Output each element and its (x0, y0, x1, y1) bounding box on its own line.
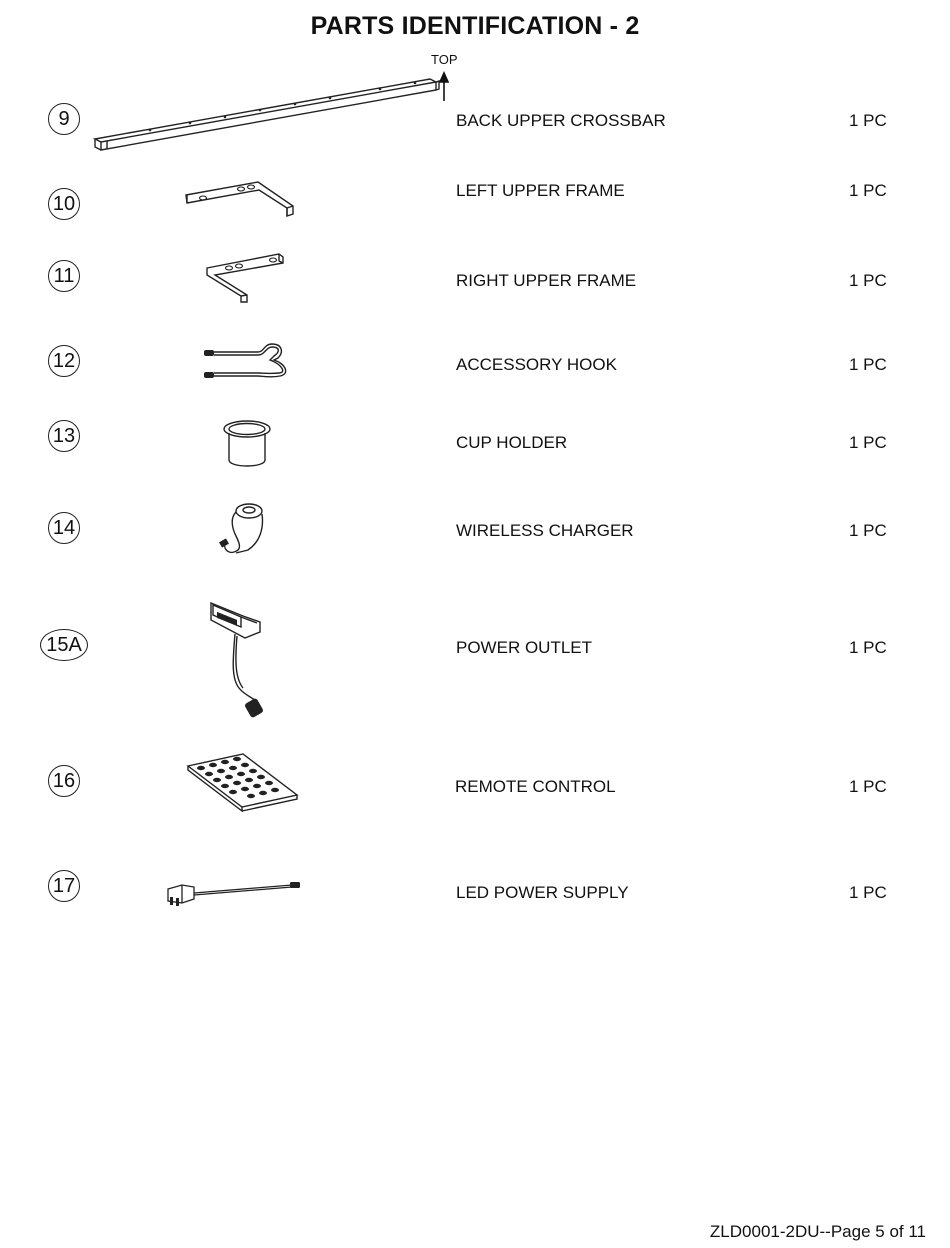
power-outlet-icon (205, 598, 275, 723)
part-name: RIGHT UPPER FRAME (456, 271, 637, 290)
part-number-badge: 12 (48, 345, 80, 377)
part-number-badge: 14 (48, 512, 80, 544)
part-quantity: 1 PC (849, 777, 887, 796)
part-quantity: 1 PC (849, 521, 887, 540)
part-number-badge: 16 (48, 765, 80, 797)
part-name: ACCESSORY HOOK (456, 355, 617, 374)
part-number-badge: 10 (48, 188, 80, 220)
led-power-supply-icon (164, 873, 304, 909)
part-quantity: 1 PC (849, 181, 887, 200)
top-label: TOP (431, 52, 458, 67)
part-name: BACK UPPER CROSSBAR (456, 111, 666, 130)
left-frame-icon (183, 178, 298, 223)
part-name: LED POWER SUPPLY (456, 883, 629, 902)
part-quantity: 1 PC (849, 355, 887, 374)
part-number-badge: 17 (48, 870, 80, 902)
part-quantity: 1 PC (849, 638, 887, 657)
cup-holder-icon (220, 418, 275, 470)
part-number-badge: 9 (48, 103, 80, 135)
page-title: PARTS IDENTIFICATION - 2 (310, 12, 640, 40)
part-name: CUP HOLDER (456, 433, 568, 452)
part-number-badge: 11 (48, 260, 80, 292)
part-name: WIRELESS CHARGER (456, 521, 634, 540)
part-name: POWER OUTLET (456, 638, 593, 657)
part-quantity: 1 PC (849, 883, 887, 902)
part-number-badge: 13 (48, 420, 80, 452)
part-name: REMOTE CONTROL (455, 777, 616, 796)
page-footer: ZLD0001-2DU--Page 5 of 11 (709, 1222, 926, 1241)
right-frame-icon (205, 252, 290, 304)
part-quantity: 1 PC (849, 433, 887, 452)
part-number-badge: 15A (40, 629, 88, 661)
crossbar-icon (90, 68, 450, 158)
part-name: LEFT UPPER FRAME (456, 181, 625, 200)
part-quantity: 1 PC (849, 111, 887, 130)
part-quantity: 1 PC (849, 271, 887, 290)
remote-control-icon (185, 750, 300, 812)
